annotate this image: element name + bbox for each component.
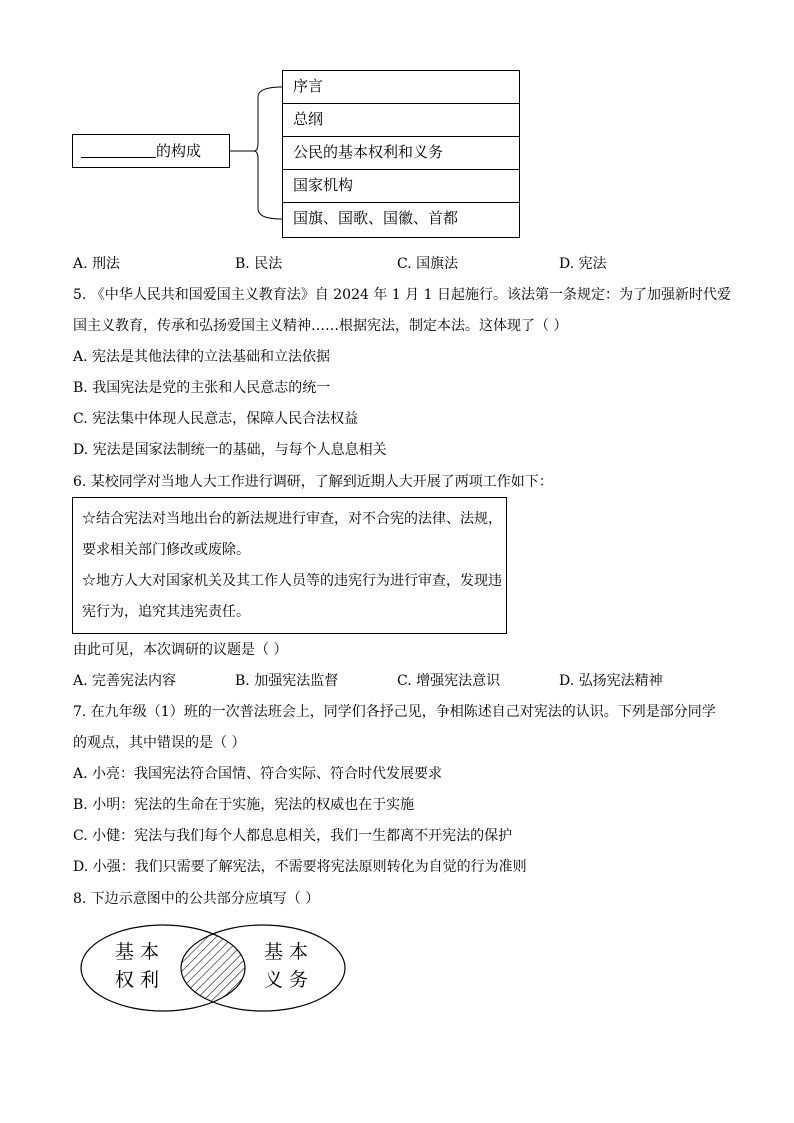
q4-option-b[interactable]: B. 民法 (235, 256, 283, 272)
q6-option-b[interactable]: B. 加强宪法监督 (235, 673, 339, 689)
q8-stem: 8. 下边示意图中的公共部分应填写（ ） (73, 891, 320, 907)
q5-stem-line1: 5. 《中华人民共和国爱国主义教育法》自 2024 年 1 月 1 日起施行。该法第一条规定：为了加强新时代爱 (73, 287, 731, 303)
q5-option-d[interactable]: D. 宪法是国家法制统一的基础，与每个人息息相关 (73, 442, 387, 458)
left-box-label (81, 141, 201, 161)
q4-option-a[interactable]: A. 刑法 (73, 256, 121, 272)
venn-right-label-top: 基本 (264, 941, 315, 963)
q6-option-a[interactable]: A. 完善宪法内容 (73, 673, 177, 689)
structure-item-organs (282, 169, 520, 203)
q6-material-line4: 宪行为，追究其违宪责任。 (82, 604, 250, 620)
structure-item-label: 国旗、国歌、国徽、首都 (293, 209, 459, 227)
q5-option-c[interactable]: C. 宪法集中体现人民意志，保障人民合法权益 (73, 411, 359, 427)
q5-option-a[interactable]: A. 宪法是其他法律的立法基础和立法依据 (73, 349, 331, 365)
q6-material-line1: ☆结合宪法对当地出台的新法规进行审查，对不合宪的法律、法规， (82, 511, 502, 527)
q7-option-b[interactable]: B. 小明：宪法的生命在于实施，宪法的权威也在于实施 (73, 797, 415, 813)
q6-material-line3: ☆地方人大对国家机关及其工作人员等的违宪行为进行审查，发现违 (82, 573, 502, 589)
brace-connector (228, 85, 284, 221)
q6-option-c[interactable]: C. 增强宪法意识 (397, 673, 501, 689)
q6-option-d[interactable]: D. 弘扬宪法精神 (559, 673, 663, 689)
structure-item-label: 序言 (293, 77, 324, 95)
structure-item-label: 国家机构 (293, 176, 354, 194)
q7-option-c[interactable]: C. 小健：宪法与我们每个人都息息相关，我们一生都离不开宪法的保护 (73, 828, 513, 844)
q5-option-b[interactable]: B. 我国宪法是党的主张和人民意志的统一 (73, 380, 331, 396)
q6-question: 由此可见，本次调研的议题是（ ） (73, 642, 288, 658)
q7-option-d[interactable]: D. 小强：我们只需要了解宪法，不需要将宪法原则转化为自觉的行为准则 (73, 859, 527, 875)
q7-stem-line2: 的观点，其中错误的是（ ） (73, 735, 246, 751)
left-box-suffix: 的构成 (156, 142, 202, 160)
structure-item-symbols (282, 202, 520, 238)
structure-item-rights (282, 136, 520, 170)
structure-item-preamble (282, 70, 520, 104)
q6-material-line2: 要求相关部门修改或废除。 (82, 542, 250, 558)
structure-item-label: 公民的基本权利和义务 (293, 143, 444, 161)
q5-stem-line2: 国主义教育，传承和弘扬爱国主义精神……根据宪法，制定本法。这体现了（ ） (73, 318, 568, 334)
q4-option-d[interactable]: D. 宪法 (559, 256, 607, 272)
q7-option-a[interactable]: A. 小亮：我国宪法符合国情、符合实际、符合时代发展要求 (73, 766, 443, 782)
structure-item-label: 总纲 (293, 110, 324, 128)
structure-item-general (282, 103, 520, 137)
q6-material-box (72, 497, 507, 634)
q7-stem-line1: 7. 在九年级（1）班的一次普法班会上，同学们各抒己见，争相陈述自己对宪法的认识。下列是部分同学 (73, 704, 716, 720)
venn-right-label-bottom: 义务 (264, 969, 315, 991)
venn-left-label-bottom: 权利 (115, 969, 166, 991)
answer-blank (81, 142, 156, 160)
constitution-structure-diagram (72, 134, 230, 168)
q4-option-c[interactable]: C. 国旗法 (397, 256, 459, 272)
q6-stem: 6. 某校同学对当地人大工作进行调研，了解到近期人大开展了两项工作如下： (73, 474, 553, 490)
venn-left-label-top: 基本 (115, 941, 166, 963)
